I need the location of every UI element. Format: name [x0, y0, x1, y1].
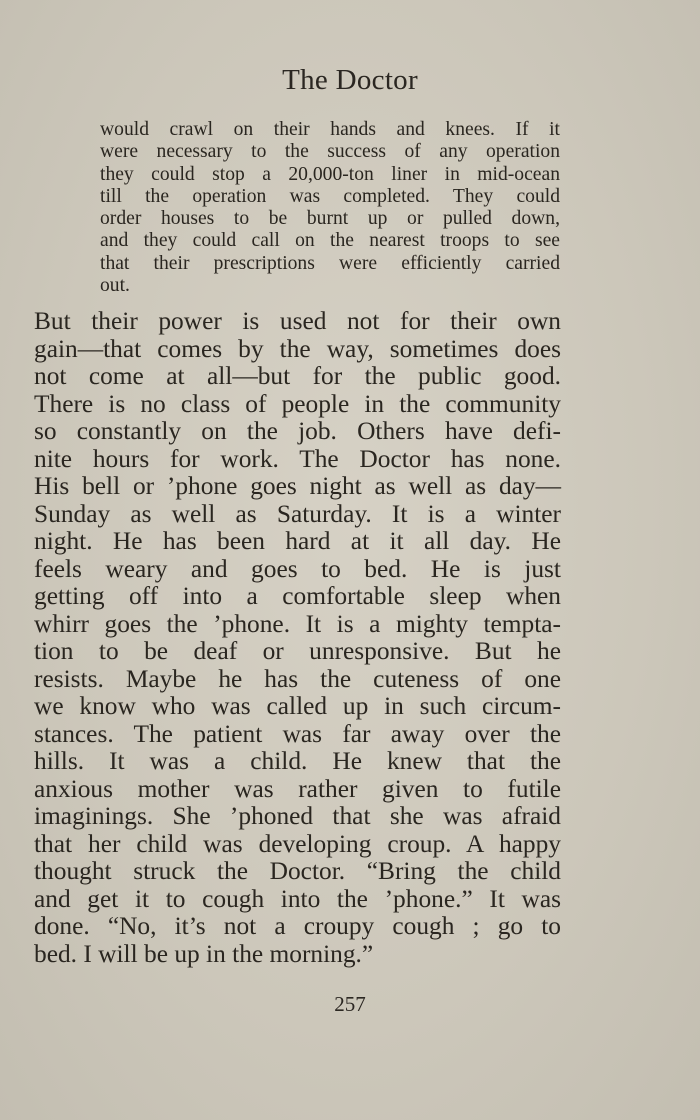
quote-line: order houses to be burnt up or pulled down,: [100, 208, 560, 230]
body-line: so constantly on the job. Others have defi-: [34, 417, 561, 445]
body-line: His bell or ’phone goes night as well as day—: [34, 472, 561, 500]
quote-line: out.: [100, 275, 130, 297]
body-line: feels weary and goes to bed. He is just: [34, 554, 561, 583]
body-line: tion to be deaf or unresponsive. But he: [34, 637, 561, 665]
body-line: hills. It was a child. He knew that the: [34, 747, 561, 775]
body-line: that her child was developing croup. A happy: [34, 829, 561, 858]
body-line: resists. Maybe he has the cuteness of one: [34, 664, 561, 693]
body-line: There is no class of people in the community: [34, 389, 561, 418]
body-line: whirr goes the ’phone. It is a mighty tempta-: [34, 609, 561, 638]
quote-line: were necessary to the success of any operation: [100, 141, 560, 163]
body-line: gain—that comes by the way, sometimes does: [34, 334, 561, 363]
page-number: 257: [334, 992, 366, 1016]
quote-line: that their prescriptions were efficiently carried: [100, 252, 560, 274]
body-line: getting off into a comfortable sleep when: [34, 582, 561, 610]
body-line: But their power is used not for their own: [34, 307, 561, 335]
quote-line: they could stop a 20,000-ton liner in mid-ocean: [100, 163, 560, 185]
body-line: nite hours for work. The Doctor has none.: [34, 444, 561, 473]
body-line: imaginings. She ’phoned that she was afraid: [34, 802, 561, 830]
body-line: and get it to cough into the ’phone.” It was: [34, 884, 561, 913]
quote-line: and they could call on the nearest troops to see: [100, 230, 560, 252]
body-line: anxious mother was rather given to futile: [34, 774, 561, 803]
running-head: The Doctor: [282, 64, 418, 96]
body-line: thought struck the Doctor. “Bring the child: [34, 857, 561, 885]
body-line: night. He has been hard at it all day. He: [34, 527, 561, 555]
body-line: Sunday as well as Saturday. It is a winter: [34, 499, 561, 528]
indented-quote: [100, 119, 560, 297]
quote-line: would crawl on their hands and knees. If it: [100, 119, 560, 140]
body-line: done. “No, it’s not a croupy cough ; go to: [34, 912, 561, 940]
body-line: not come at all—but for the public good.: [34, 362, 561, 390]
body-line: stances. The patient was far away over the: [34, 719, 561, 748]
body-paragraph: [34, 308, 561, 968]
body-line: bed. I will be up in the morning.”: [34, 939, 374, 968]
body-line: we know who was called up in such circum-: [34, 692, 561, 720]
quote-line: till the operation was completed. They could: [100, 185, 560, 207]
